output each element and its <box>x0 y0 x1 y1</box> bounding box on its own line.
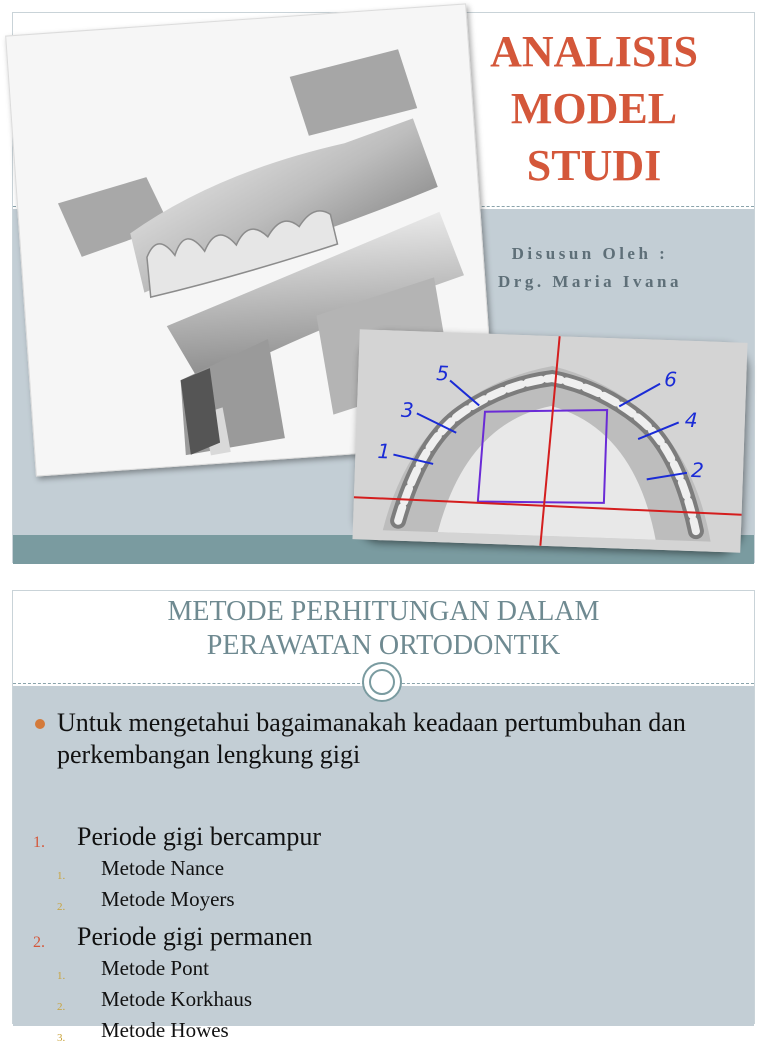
dental-arch-measurement-image <box>352 329 747 552</box>
title-line: STUDI <box>526 141 662 190</box>
arch-label-2: 2 <box>690 457 705 483</box>
arch-label-1: 1 <box>377 438 391 464</box>
sub-item-label: Metode Moyers <box>101 887 235 911</box>
sub-item <box>33 953 733 984</box>
bullet-item <box>33 707 733 771</box>
item-number: 1. <box>33 834 45 851</box>
author-name: Drg. Maria Ivana <box>498 272 682 291</box>
arch-label-6: 6 <box>663 366 678 392</box>
sub-item-label: Metode Pont <box>101 956 209 980</box>
numbered-item <box>33 821 733 853</box>
ring-ornament-icon <box>362 662 402 702</box>
arch-label-3: 3 <box>400 397 415 423</box>
title-line: MODEL <box>510 84 678 133</box>
item-label: Periode gigi bercampur <box>77 822 322 851</box>
sub-item-label: Metode Korkhaus <box>101 987 253 1011</box>
numbered-item <box>33 921 733 953</box>
slide-1 <box>12 12 755 563</box>
author-label: Disusun Oleh : <box>511 244 669 263</box>
sub-item-label: Metode Howes <box>101 1018 229 1042</box>
bullet-dot-icon <box>35 719 45 729</box>
sub-item <box>33 884 733 915</box>
slide-1-subtitle <box>470 240 710 296</box>
sub-item-number: 2. <box>57 1001 66 1013</box>
slide-2-title <box>13 595 754 663</box>
sub-item <box>33 1015 733 1046</box>
title-line: ANALISIS <box>490 27 698 76</box>
slide-2 <box>12 590 755 1044</box>
sub-item-number: 1. <box>57 870 66 882</box>
item-number: 2. <box>33 934 45 951</box>
title-line: PERAWATAN ORTODONTIK <box>206 630 561 661</box>
dental-arch-icon <box>352 329 747 552</box>
sub-item <box>33 984 733 1015</box>
slide-1-title <box>464 23 724 194</box>
title-line: METODE PERHITUNGAN DALAM <box>167 596 600 627</box>
sub-item-number: 1. <box>57 970 66 982</box>
arch-label-5: 5 <box>435 360 450 386</box>
sub-item-number: 3. <box>57 1032 66 1044</box>
item-label: Periode gigi permanen <box>77 922 313 951</box>
bullet-text: Untuk mengetahui bagaimanakah keadaan pertumbuhan dan perkembangan lengkung gigi <box>57 708 686 769</box>
sub-item <box>33 853 733 884</box>
arch-label-4: 4 <box>684 407 698 433</box>
slide-2-content <box>33 707 733 1046</box>
sub-item-number: 2. <box>57 901 66 913</box>
sub-item-label: Metode Nance <box>101 856 225 880</box>
